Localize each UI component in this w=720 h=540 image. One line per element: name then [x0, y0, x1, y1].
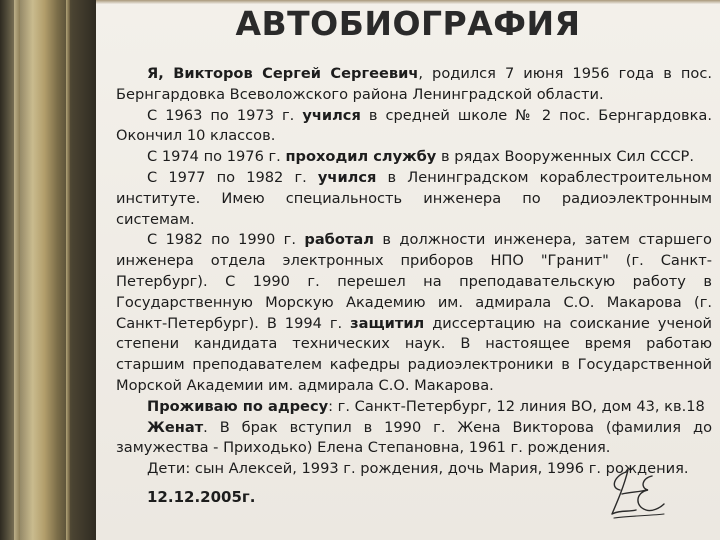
- document-body: [116, 64, 712, 480]
- paragraph-text: , родился 7 июня 1956 года в пос. Бернгардовка Всеволожского района Ленинградской области.: [116, 65, 712, 103]
- paragraph-bold: Женат: [147, 418, 204, 436]
- paragraph-institute: [116, 168, 712, 230]
- signature: [606, 466, 670, 522]
- paragraph-text-2: диссертацию на соискание ученой степени кандидата технических наук. В настоящее время работаю старшим преподавателем кафедры радиоэлектроники в Государственной Морской Академии им. адмирала С.О. Макарова.: [116, 314, 712, 394]
- paragraph-service: [116, 147, 712, 168]
- decorative-frame: [0, 0, 96, 540]
- paragraph-bold: проходил службу: [285, 148, 437, 166]
- paragraph-work: [116, 230, 712, 396]
- paragraph-bold-2: защитил: [350, 314, 425, 332]
- paragraph-bold: Я, Викторов Сергей Сергеевич: [147, 65, 419, 82]
- paragraph-bold: работал: [304, 231, 374, 249]
- paragraph-name: [116, 64, 712, 106]
- paragraph-text: в средней школе № 2 пос. Бернгардовка. Окончил 10 классов.: [116, 106, 712, 145]
- paragraph-text: Дети: сын Алексей, 1993 г. рождения, дочь Мария, 1996 г. рождения.: [147, 460, 689, 478]
- paragraph-text: . В брак вступил в 1990 г. Жена Викторова (фамилия до замужества - Приходько) Елена Степановна, 1961 г. рождения.: [116, 418, 712, 457]
- paragraph-text: в Ленинградском кораблестроительном институте. Имею специальность инженера по радиоэлектронным системам.: [116, 168, 712, 228]
- document-title: АВТОБИОГРАФИЯ: [235, 4, 581, 43]
- paragraph-bold: Проживаю по адресу: [147, 397, 329, 415]
- paragraph-text: в рядах Вооруженных Сил СССР.: [436, 148, 694, 166]
- paragraph-pre: С 1974 по 1976 г.: [147, 148, 286, 166]
- paragraph-pre: С 1977 по 1982 г.: [147, 168, 318, 186]
- paragraph-school: [116, 106, 712, 148]
- paragraph-text: в должности инженера, затем старшего инженера отдела электронных приборов НПО "Гранит" (г. Санкт-Петербург). С 1990 г. перешел на преподавательскую работу в Государственную Морскую Академию им. адмирала С.О. Макарова (г. Санкт-Петербург). В 1994 г.: [116, 231, 712, 332]
- document-date: 12.12.2005г.: [147, 488, 256, 506]
- paragraph-bold: учился: [317, 168, 377, 186]
- paragraph-marriage: [116, 418, 712, 460]
- paragraph-pre: С 1982 по 1990 г.: [147, 231, 305, 249]
- paragraph-bold: учился: [302, 106, 361, 124]
- paragraph-text: : г. Санкт-Петербург, 12 линия ВО, дом 43, кв.18: [328, 397, 705, 415]
- paragraph-pre: С 1963 по 1973 г.: [147, 106, 303, 124]
- paragraph-address: [116, 397, 712, 418]
